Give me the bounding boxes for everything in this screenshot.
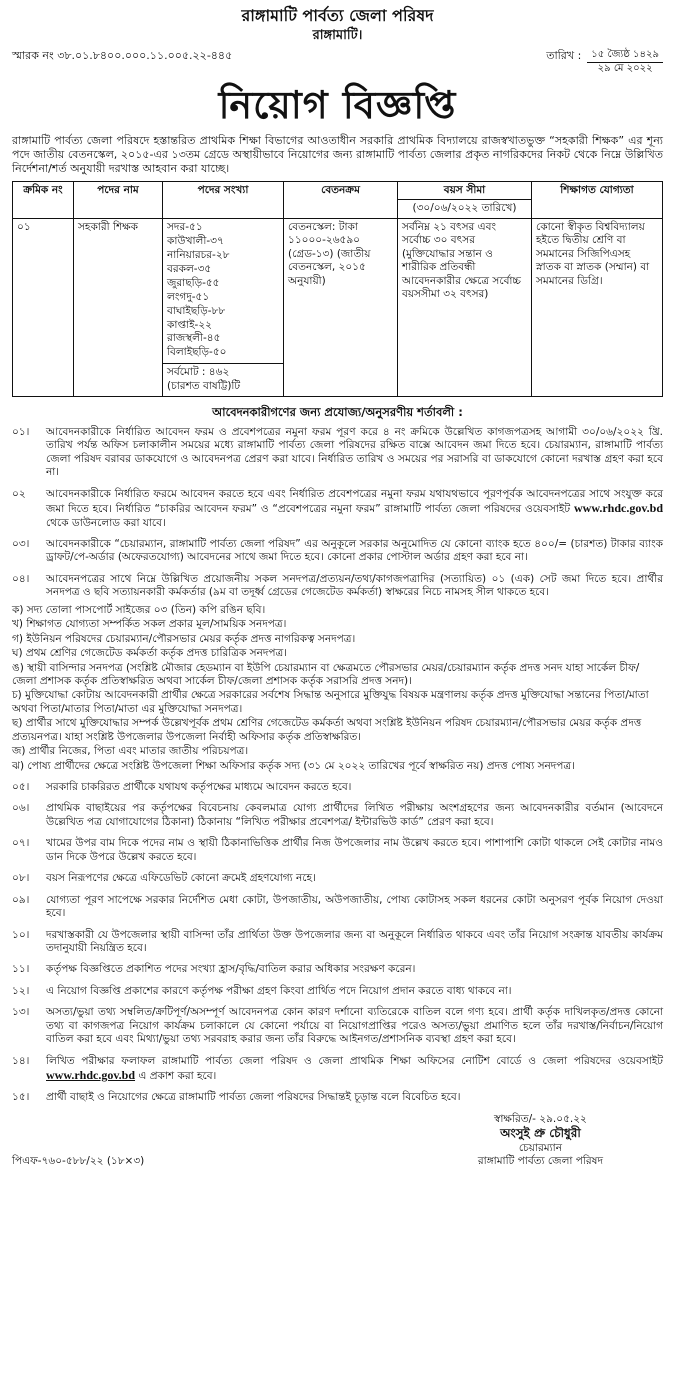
condition-number: ১২। [12, 984, 30, 997]
condition-item [12, 1091, 663, 1104]
condition-number: ০৯। [12, 893, 30, 906]
memo-number: স্মারক নং ৩৮.০১.৮৪০০.০০০.১১.০০৫.২২-৪৪৫ [12, 49, 233, 63]
col-post: পদের নাম [74, 181, 163, 218]
document-item: ঝ) পোষ্য প্রার্থীদের ক্ষেত্রে সংশ্লিষ্ট উপজেলা শিক্ষা অফিসার কর্তৃক সদ্য (৩১ মে ২০২২ তারিখের পূর্বে স্বাক্ষরিত নয়) প্রদত্ত পোষ্য সনদপত্র। [12, 759, 575, 772]
date-box [587, 49, 663, 75]
condition-number: ০৬। [12, 802, 30, 815]
condition-item [12, 894, 663, 921]
condition-text: আবেদনকারীকে নির্ধারিত ফরমে আবেদন করতে হবে এবং নির্ধারিত প্রবেশপত্রের নমুনা ফরম যথাযথভাবে পূরণপূর্বক আবেদনপত্রের সাথে সংযুক্ত করে জমা দিতে হবে। নির্ধারিত “চাকরির আবেদন ফরম” ও “প্রবেশপত্রের নমুনা ফরম” রাঙ্গামাটি পার্বত্য জেলা পরিষদের ওয়েবসাইট [46, 487, 663, 516]
condition-text-block [46, 1055, 663, 1084]
count-total: সর্বমোট : ৪৬২ [167, 366, 230, 379]
intro-paragraph: রাঙ্গামাটি পার্বত্য জেলা পরিষদে হস্তান্তরিত প্রাথমিক শিক্ষা বিভাগের আওতাধীন সরকারি প্রাথমিক বিদ্যালয়ে রাজস্বখাতভুক্ত “সহকারী শিক্ষক” এর শূন্য পদে জাতীয় বেতনস্কেল, ২০১৫-এর ১৩তম গ্রেডে অস্থায়ীভাবে নিয়োগের জন্য রাঙ্গামাটি পার্বত্য জেলার প্রকৃত নাগরিকদের নিকট থেকে নিম্নে উল্লিখিত নির্দেশনা/শর্ত অনুযায়ী দরখাস্ত আহবান করা যাচ্ছে। [12, 133, 663, 175]
condition-number: ১৪। [12, 1054, 30, 1067]
cell-qualification: কোনো স্বীকৃত বিশ্ববিদ্যালয় হইতে দ্বিতীয় শ্রেণি বা সমমানের সিজিপিএসহ স্নাতক বা স্নাতক (সম্মান) বা সমমানের ডিগ্রি। [532, 218, 663, 396]
table-row [13, 218, 663, 396]
condition-number: ১৩। [12, 1006, 30, 1019]
count-item: নানিয়ারচর-২৮ [167, 248, 230, 261]
condition-item [12, 985, 663, 998]
condition-item [12, 426, 663, 480]
org-place: রাঙ্গামাটি। [312, 28, 363, 44]
notice-headline: নিয়োগ বিজ্ঞপ্তি [218, 83, 457, 128]
condition-number: ০৪। [12, 572, 30, 585]
condition-number: ১০। [12, 928, 30, 941]
count-item: কাপ্তাই-২২ [167, 318, 212, 331]
count-item: লংগদু-৫১ [167, 290, 210, 303]
count-item: বিলাইছড়ি-৫০ [167, 346, 227, 359]
documents-list [12, 604, 663, 773]
org-title: রাঙ্গামাটি পার্বত্য জেলা পরিষদ [241, 6, 434, 25]
col-scale: বেতনক্রম [284, 181, 398, 218]
condition-text: লিখিত পরীক্ষার ফলাফল রাঙ্গামাটি পার্বত্য জেলা পরিষদ ও জেলা প্রাথমিক শিক্ষা অফিসের নোটিশ বোর্ডে ও জেলা পরিষদের ওয়েবসাইট [46, 1054, 663, 1067]
date-label: তারিখ : [546, 49, 582, 63]
col-age-label: বয়স সীমা [443, 183, 486, 196]
condition-text: খামের উপর বাম দিকে পদের নাম ও স্থায়ী ঠিকানাভিত্তিক প্রার্থীর নিজ উপজেলার নাম উল্লেখ করতে হবে। পাশাপাশি কোটা থাকলে সেই কোটার নামও ডান দিকে উপরে উল্লেখ করতে হবে। [46, 837, 663, 863]
condition-item [12, 963, 663, 976]
condition-item [12, 1006, 663, 1046]
signed-date: স্বাক্ষরিত/- ২৯.০৫.২২ [494, 1112, 587, 1125]
condition-number: ০১। [12, 425, 30, 438]
website-link[interactable]: www.rhdc.gov.bd [573, 501, 664, 516]
document-item: চ) মুক্তিযোদ্ধা কোটায় আবেদনকারী প্রার্থীর ক্ষেত্রে সরকারের সর্বশেষ সিদ্ধান্ত অনুসারে মুক্তিযুদ্ধ বিষয়ক মন্ত্রণালয় কর্তৃক প্রদত্ত মুক্তিযোদ্ধা সন্তানের পিতা/মাতা অথবা পিতা/মাতার পিতা/মাতা এর মুক্তিযোদ্ধা সনদপত্র। [12, 689, 649, 715]
document-item: জ) প্রার্থীর নিজের, পিতা এবং মাতার জাতীয় পরিচয়পত্র। [12, 745, 249, 758]
count-item: রাজস্থলী-৪৫ [167, 332, 221, 345]
cell-age: সর্বনিম্ন ২১ বৎসর এবং সর্বোচ্চ ৩০ বৎসর (মুক্তিযোদ্ধার সন্তান ও শারীরিক প্রতিবন্ধী আবেদনকারীর ক্ষেত্রে সর্বোচ্চ বয়সসীমা ৩২ বৎসর) [398, 218, 532, 396]
count-item: বরকল-৩৫ [167, 262, 212, 275]
condition-text: যোগ্যতা পূরণ সাপেক্ষে সরকার নির্দেশিত মেধা কোটা, উপজাতীয়, অউপজাতীয়, পোষ্য কোটাসহ সকল ধরনের কোটা অনুসরণ পূর্বক নিয়োগ দেওয়া হবে। [46, 893, 663, 920]
posts-table [12, 181, 663, 397]
condition-text-after: থেকে ডাউনলোড করা যাবে। [46, 516, 166, 529]
conditions-title: আবেদনকারীগণের জন্য প্রযোজ্য/অনুসরণীয় শর্তাবলী : [212, 405, 463, 420]
condition-text: আবেদনকারীকে নির্ধারিত আবেদন ফরম ও প্রবেশপত্রের নমুনা ফরম পূরণ করে ৪ নং ক্রমিকে উল্লেখিত কাগজপত্রসহ আগামী ৩০/০৬/২০২২ খ্রি. তারিখ পর্যন্ত অফিস চলাকালীন সময়ের মধ্যে রাঙ্গামাটি পার্বত্য জেলা পরিষদের রক্ষিত বাক্সে আবেদন জমা দিতে হবে। চেয়ারম্যান, রাঙ্গামাটি পার্বত্য জেলা পরিষদ বরাবর ডাকযোগে ও আবেদনপত্র প্রেরণ করা যাবে। নির্ধারিত তারিখ ও সময়ের পর সরাসরি বা ডাকযোগে কোনো দরখাস্ত গ্রহণ করা হবে না। [46, 425, 663, 479]
document-item: ঙ) স্থায়ী বাসিন্দার সনদপত্র (সংশ্লিষ্ট মৌজার হেডম্যান বা ইউপি চেয়ারম্যান বা ক্ষেত্রমতে পৌরসভার মেয়র/চেয়ারম্যান কর্তৃক প্রদত্ত সনদ যাহা সার্কেল চীফ/জেলা প্রশাসক কর্তৃক প্রতিস্বাক্ষরিত অথবা সার্কেল চীফ/জেলা প্রশাসক কর্তৃক সরাসরি প্রদত্ত সনদ)। [12, 661, 640, 687]
document-item: গ) ইউনিয়ন পরিষদের চেয়ারম্যান/পৌরসভার মেয়র কর্তৃক প্রদত্ত নাগরিকত্ব সনদপত্র। [12, 632, 356, 645]
memo-row [12, 49, 663, 75]
condition-number: ০২ [12, 487, 26, 500]
count-item: বাঘাইছড়ি-৮৮ [167, 304, 226, 317]
cell-counts [163, 218, 284, 396]
document-item: ক) সদ্য তোলা পাসপোর্ট সাইজের ০৩ (তিন) কপি রঙিন ছবি। [12, 603, 266, 616]
condition-number: ০৮। [12, 872, 30, 885]
col-serial: ক্রমিক নং [13, 181, 74, 218]
count-item: সদর-৫১ [167, 220, 203, 233]
notice-page [12, 0, 663, 1169]
col-qualification: শিক্ষাগত যোগ্যতা [532, 181, 663, 218]
condition-text: অসত্য/ভুয়া তথ্য সম্বলিত/ক্রটিপূর্ণ/অসম্পূর্ণ আবেদনপত্র কোন কারণ দর্শানো ব্যতিরেকে বাতিল বলে গণ্য হবে। প্রার্থী কর্তৃক দাখিলকৃত/প্রদত্ত কোনো তথ্য বা কাগজপত্র নিয়োগ কার্যক্রম চলাকালে যে কোনো পর্যায়ে বা নিয়োগপ্রাপ্তির পরেও অসত্য/ভুয়া প্রমাণিত হলে তাঁর দরখাস্ত/নির্বাচন/নিয়োগ বাতিল করা হবে এবং মিথ্যা/ভুয়া তথ্য সরবরাহ করার জন্য তাঁর বিরুদ্ধে আইনগত/প্রশাসনিক ব্যবস্থা গ্রহণ করা হবে। [46, 1006, 663, 1046]
condition-number: ০৩। [12, 538, 30, 551]
condition-item [12, 1055, 663, 1084]
condition-item [12, 573, 663, 600]
date-english: ২৯ মে ২০২২ [597, 63, 653, 75]
condition-number: ০৭। [12, 837, 30, 850]
condition-item [12, 929, 663, 956]
condition-text: প্রার্থী বাছাই ও নিয়োগের ক্ষেত্রে রাঙ্গামাটি পার্বত্য জেলা পরিষদের সিদ্ধান্তই চূড়ান্ত বলে বিবেচিত হবে। [46, 1091, 461, 1104]
condition-text: প্রাথমিক বাছাইয়ের পর কর্তৃপক্ষের বিবেচনায় কেবলমাত্র যোগ্য প্রার্থীদের লিখিত পরীক্ষায় অংশগ্রহণের জন্য আবেদনকারীর বর্তমান (আবেদনে উল্লেখিত পত্র যোগাযোগের ঠিকানা) ঠিকানায় “লিখিত পরীক্ষার প্রবেশপত্র/ ইন্টারভিউ কার্ড” প্রেরণ করা হবে। [46, 802, 663, 828]
signatory-title: চেয়ারম্যান [518, 1141, 562, 1154]
count-total-block [163, 363, 283, 394]
cell-scale: বেতনস্কেল: টাকা ১১০০০-২৬৫৯০ (গ্রেড-১৩) (জাতীয় বেতনস্কেল, ২০১৫ অনুযায়ী) [284, 218, 398, 396]
condition-text-block [46, 488, 663, 530]
footer-code: পিএফ-৭৬০-৫৮৮/২২ (১৮×৩) [12, 1155, 145, 1168]
condition-item [12, 837, 663, 864]
document-item: ছ) প্রার্থীর সাথে মুক্তিযোদ্ধার সম্পর্ক উল্লেখপূর্বক প্রথম শ্রেণির গেজেটেড কর্মকর্তা অথবা সংশ্লিষ্ট ইউনিয়ন পরিষদ চেয়ারম্যান/পৌরসভার মেয়র কর্তৃক প্রদত্ত প্রত্যয়নপত্র। যাহা সংশ্লিষ্ট উপজেলার উপজেলা নির্বাহী অফিসার কর্তৃক প্রতিস্বাক্ষরিত। [12, 717, 642, 743]
condition-text: সরকারি চাকরিরত প্রার্থীকে যথাযথ কর্তৃপক্ষের মাধ্যমে আবেদন করতে হবে। [46, 781, 352, 794]
condition-text: আবেদনপত্রের সাথে নিম্নে উল্লিখিত প্রয়োজনীয় সকল সনদপত্র/প্রত্যয়ন/তথ্য/কাগজপত্রাদির (সত্যায়িত) ০১ (এক) সেট জমা দিতে হবে। প্রার্থীর সনদপত্র ও ছবি সত্যায়নকারী কর্মকর্তার (৯ম বা তদূর্ধ্ব গ্রেডের গেজেটেড কর্মকর্তা) স্বাক্ষরের নিচে নামসহ সীল থাকতে হবে। [46, 572, 663, 599]
condition-number: ০৫। [12, 781, 30, 794]
signatory-name: অংসুই প্রু চৌধুরী [500, 1126, 581, 1141]
condition-text: আবেদনকারীকে “চেয়ারম্যান, রাঙ্গামাটি পার্বত্য জেলা পরিষদ” এর অনুকূলে সরকার অনুমোদিত যে কোনো ব্যাংক হতে ৪০০/= (চারশত) টাকার ব্যাংক ড্রাফট/পে-অর্ডার (অফেরতযোগ্য) আবেদনের সাথে জমা দিতে হবে। কোনো প্রকার পোস্টাল অর্ডার গ্রহণ করা হবে না। [46, 538, 663, 564]
condition-text: দরখাস্তকারী যে উপজেলার স্থায়ী বাসিন্দা তাঁর প্রার্থিতা উক্ত উপজেলার জন্য বা অনুকূলে নির্ধারিত থাকবে এবং তাঁর নিয়োগ সংক্রান্ত যাবতীয় কার্যক্রম তদানুযায়ী নিয়ন্ত্রিত হবে। [46, 928, 663, 954]
signature-block [478, 1113, 663, 1169]
document-item: খ) শিক্ষাগত যোগ্যতা সম্পর্কিত সকল প্রকার মূল/সাময়িক সনদপত্র। [12, 618, 287, 631]
count-item: কাউখালী-৩৭ [167, 234, 224, 247]
website-link[interactable]: www.rhdc.gov.bd [46, 1068, 136, 1083]
col-age-sub: (৩০/০৬/২০২২ তারিখে) [398, 199, 531, 215]
condition-number: ১৫। [12, 1091, 30, 1104]
count-item: জুরাছড়ি-৫৫ [167, 276, 220, 289]
condition-item [12, 802, 663, 829]
date-bangla: ১৫ জ্যৈষ্ঠ ১৪২৯ [587, 49, 663, 63]
col-age [398, 181, 532, 218]
cell-post: সহকারী শিক্ষক [74, 218, 163, 396]
count-total-words: (চারশত বাষট্টি)টি [167, 380, 241, 393]
signature-area [12, 1113, 663, 1169]
col-count: পদের সংখ্যা [163, 181, 284, 218]
date-block [546, 49, 663, 75]
condition-item [12, 781, 663, 794]
condition-text-after: এ প্রকাশ করা হবে। [138, 1070, 217, 1083]
document-item: ঘ) প্রথম শ্রেণির গেজেটেড কর্মকর্তা কর্তৃক প্রদত্ত চারিত্রিক সনদপত্র। [12, 647, 287, 660]
condition-item [12, 488, 663, 530]
signatory-org: রাঙ্গামাটি পার্বত্য জেলা পরিষদ [477, 1155, 603, 1168]
condition-number: ১১। [12, 963, 30, 976]
condition-item [12, 538, 663, 565]
condition-text: কর্তৃপক্ষ বিজ্ঞপ্তিতে প্রকাশিত পদের সংখ্যা হ্রাস/বৃদ্ধি/বাতিল করার অধিকার সংরক্ষণ করেন। [46, 963, 416, 976]
condition-text: বয়স নিরূপণের ক্ষেত্রে এফিডেভিট কোনো ক্রমেই গ্রহণযোগ্য নহে। [46, 872, 316, 885]
table-header-row [13, 181, 663, 218]
cell-serial: ০১ [13, 218, 74, 396]
condition-item [12, 872, 663, 885]
condition-text: এ নিয়োগ বিজ্ঞপ্তি প্রকাশের কারণে কর্তৃপক্ষ পরীক্ষা গ্রহণ কিংবা প্রার্থিত পদে নিয়োগ প্রদান করতে বাধ্য থাকবে না। [46, 984, 512, 997]
